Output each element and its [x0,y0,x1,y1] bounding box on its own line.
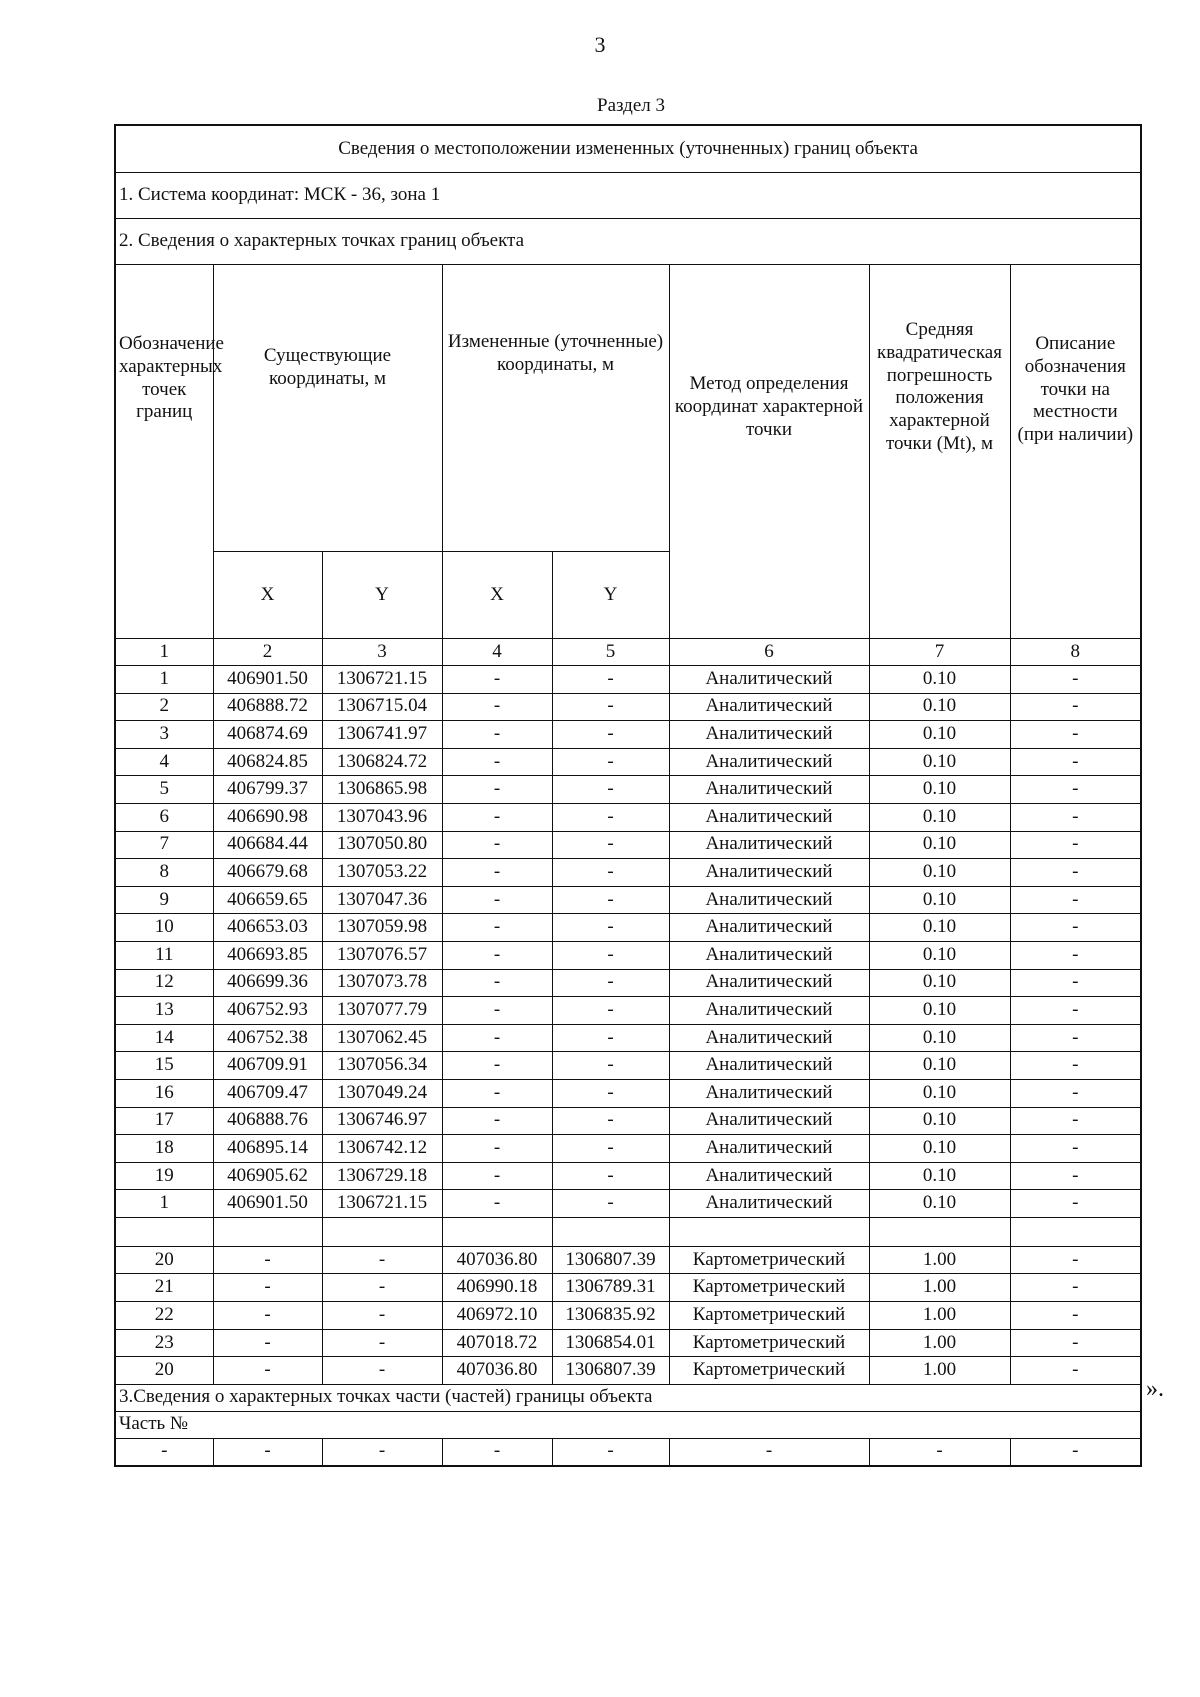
part-cell: - [1010,1438,1141,1466]
point-id-cell: 7 [115,831,213,859]
point-id-cell: 20 [115,1357,213,1385]
changed-x-cell: - [442,693,552,721]
table-row [115,969,1141,997]
boundary-points-table [114,124,1142,1467]
part-number-label: Часть № [115,1411,1141,1438]
column-number: 8 [1010,639,1141,666]
existing-x-cell: 406824.85 [213,748,322,776]
point-id-cell: 8 [115,859,213,887]
error-cell: 0.10 [869,776,1010,804]
existing-y-cell: 1307073.78 [322,969,442,997]
changed-y-cell: - [552,1162,669,1190]
table-row [115,1246,1141,1274]
method-cell: Аналитический [669,666,869,694]
existing-x-cell: 406690.98 [213,803,322,831]
error-cell: 0.10 [869,1107,1010,1135]
existing-y-cell: 1307059.98 [322,914,442,942]
description-cell: - [1010,1052,1141,1080]
table-row [115,1357,1141,1385]
description-cell: - [1010,914,1141,942]
description-cell: - [1010,969,1141,997]
empty-cell [552,1217,669,1246]
existing-x-cell: 406895.14 [213,1135,322,1163]
table-row [115,1329,1141,1357]
table-row [115,1107,1141,1135]
existing-x-cell: 406752.93 [213,997,322,1025]
part-row [115,1438,1141,1466]
error-cell: 0.10 [869,914,1010,942]
changed-x-cell: - [442,748,552,776]
changed-x-cell: - [442,1079,552,1107]
error-cell: 0.10 [869,831,1010,859]
method-cell: Аналитический [669,1024,869,1052]
point-id-cell: 22 [115,1302,213,1330]
existing-y-cell: 1307056.34 [322,1052,442,1080]
table-row [115,693,1141,721]
table-row [115,859,1141,887]
point-id-cell: 16 [115,1079,213,1107]
error-cell: 0.10 [869,721,1010,749]
existing-x-cell: 406888.76 [213,1107,322,1135]
error-cell: 0.10 [869,859,1010,887]
changed-x-cell: - [442,666,552,694]
description-cell: - [1010,1302,1141,1330]
empty-cell [322,1217,442,1246]
table-row [115,914,1141,942]
method-cell: Картометрический [669,1302,869,1330]
changed-x-cell: - [442,1024,552,1052]
point-id-cell: 10 [115,914,213,942]
point-id-cell: 2 [115,693,213,721]
error-cell: 0.10 [869,997,1010,1025]
existing-y-cell: - [322,1329,442,1357]
existing-y-cell: - [322,1274,442,1302]
point-id-cell: 4 [115,748,213,776]
existing-x-cell: 406901.50 [213,666,322,694]
point-id-cell: 13 [115,997,213,1025]
changed-y-cell: - [552,693,669,721]
empty-cell [213,1217,322,1246]
empty-cell [1010,1217,1141,1246]
closing-mark: ». [1146,1376,1164,1402]
point-id-cell: 11 [115,941,213,969]
existing-y-cell: 1306741.97 [322,721,442,749]
point-id-cell: 17 [115,1107,213,1135]
method-cell: Аналитический [669,803,869,831]
part-cell: - [442,1438,552,1466]
description-cell: - [1010,831,1141,859]
description-cell: - [1010,886,1141,914]
description-cell: - [1010,1162,1141,1190]
changed-x-cell: - [442,859,552,887]
point-id-cell: 15 [115,1052,213,1080]
changed-y-cell: 1306807.39 [552,1357,669,1385]
changed-x-cell: - [442,776,552,804]
error-cell: 0.10 [869,941,1010,969]
table-row [115,1302,1141,1330]
point-id-cell: 6 [115,803,213,831]
changed-x-cell: - [442,941,552,969]
error-cell: 0.10 [869,693,1010,721]
description-cell: - [1010,1024,1141,1052]
part-cell: - [669,1438,869,1466]
description-cell: - [1010,1190,1141,1218]
part-cell: - [213,1438,322,1466]
separator-row [115,1217,1141,1246]
existing-y-cell: 1307043.96 [322,803,442,831]
description-cell: - [1010,803,1141,831]
header-changed-coords: Измененные (уточненные) координаты, м [442,265,669,552]
method-cell: Аналитический [669,1107,869,1135]
existing-y-cell: - [322,1357,442,1385]
existing-y-cell: 1307077.79 [322,997,442,1025]
point-id-cell: 14 [115,1024,213,1052]
existing-x-cell: - [213,1246,322,1274]
method-cell: Картометрический [669,1246,869,1274]
changed-y-cell: 1306835.92 [552,1302,669,1330]
header-description: Описание обозначения точки на местности (при наличии) [1010,265,1141,639]
method-cell: Аналитический [669,748,869,776]
existing-x-cell: 406905.62 [213,1162,322,1190]
error-cell: 1.00 [869,1329,1010,1357]
existing-x-cell: 406752.38 [213,1024,322,1052]
error-cell: 0.10 [869,666,1010,694]
changed-x-cell: - [442,803,552,831]
existing-y-cell: 1306715.04 [322,693,442,721]
changed-y-cell: - [552,776,669,804]
existing-y-cell: - [322,1246,442,1274]
table-row [115,1024,1141,1052]
description-cell: - [1010,1329,1141,1357]
point-id-cell: 5 [115,776,213,804]
existing-y-cell: 1307047.36 [322,886,442,914]
method-cell: Картометрический [669,1329,869,1357]
changed-x-cell: - [442,1052,552,1080]
part-cell: - [115,1438,213,1466]
changed-y-cell: - [552,721,669,749]
coordinate-system: 1. Система координат: МСК - 36, зона 1 [115,173,1141,219]
point-id-cell: 23 [115,1329,213,1357]
error-cell: 0.10 [869,1079,1010,1107]
table-row [115,721,1141,749]
header-method: Метод определения координат характерной точки [669,265,869,639]
changed-x-cell: - [442,1107,552,1135]
existing-x-cell: 406679.68 [213,859,322,887]
point-id-cell: 12 [115,969,213,997]
changed-x-cell: - [442,721,552,749]
changed-x-cell: - [442,886,552,914]
changed-y-cell: - [552,1135,669,1163]
description-cell: - [1010,721,1141,749]
error-cell: 1.00 [869,1274,1010,1302]
method-cell: Аналитический [669,997,869,1025]
point-id-cell: 18 [115,1135,213,1163]
header-existing-x: X [213,552,322,639]
description-cell: - [1010,1107,1141,1135]
changed-y-cell: - [552,969,669,997]
changed-x-cell: - [442,997,552,1025]
existing-y-cell: 1307062.45 [322,1024,442,1052]
error-cell: 0.10 [869,969,1010,997]
changed-y-cell: - [552,1190,669,1218]
empty-cell [442,1217,552,1246]
point-id-cell: 21 [115,1274,213,1302]
column-number: 6 [669,639,869,666]
error-cell: 0.10 [869,748,1010,776]
changed-y-cell: - [552,831,669,859]
existing-x-cell: 406659.65 [213,886,322,914]
changed-x-cell: - [442,1162,552,1190]
existing-x-cell: 406684.44 [213,831,322,859]
part-cell: - [869,1438,1010,1466]
section-label: Раздел 3 [597,95,665,116]
method-cell: Аналитический [669,776,869,804]
description-cell: - [1010,941,1141,969]
error-cell: 0.10 [869,1190,1010,1218]
method-cell: Аналитический [669,969,869,997]
changed-y-cell: - [552,666,669,694]
header-existing-y: Y [322,552,442,639]
changed-y-cell: 1306789.31 [552,1274,669,1302]
header-point-designation: Обозначение характерных точек границ [115,265,213,639]
description-cell: - [1010,748,1141,776]
existing-y-cell: - [322,1302,442,1330]
column-number: 4 [442,639,552,666]
method-cell: Аналитический [669,1190,869,1218]
existing-y-cell: 1306729.18 [322,1162,442,1190]
method-cell: Аналитический [669,1079,869,1107]
existing-x-cell: 406693.85 [213,941,322,969]
method-cell: Аналитический [669,693,869,721]
table-row [115,1079,1141,1107]
description-cell: - [1010,859,1141,887]
changed-x-cell: 407036.80 [442,1246,552,1274]
existing-y-cell: 1306865.98 [322,776,442,804]
changed-x-cell: 406990.18 [442,1274,552,1302]
column-number: 7 [869,639,1010,666]
existing-x-cell: 406653.03 [213,914,322,942]
description-cell: - [1010,1079,1141,1107]
changed-y-cell: - [552,1107,669,1135]
column-number: 2 [213,639,322,666]
page-number: 3 [594,32,606,57]
description-cell: - [1010,1246,1141,1274]
empty-cell [869,1217,1010,1246]
point-id-cell: 1 [115,666,213,694]
method-cell: Аналитический [669,721,869,749]
part-cell: - [552,1438,669,1466]
header-changed-y: Y [552,552,669,639]
changed-y-cell: 1306854.01 [552,1329,669,1357]
column-number: 3 [322,639,442,666]
existing-y-cell: 1307049.24 [322,1079,442,1107]
table-row [115,748,1141,776]
table-row [115,941,1141,969]
changed-y-cell: - [552,1024,669,1052]
existing-y-cell: 1307076.57 [322,941,442,969]
method-cell: Аналитический [669,1135,869,1163]
changed-y-cell: - [552,1079,669,1107]
changed-y-cell: - [552,803,669,831]
description-cell: - [1010,997,1141,1025]
column-number: 5 [552,639,669,666]
description-cell: - [1010,666,1141,694]
changed-x-cell: - [442,969,552,997]
changed-y-cell: - [552,886,669,914]
method-cell: Аналитический [669,1052,869,1080]
error-cell: 0.10 [869,886,1010,914]
error-cell: 0.10 [869,1135,1010,1163]
error-cell: 0.10 [869,1024,1010,1052]
changed-y-cell: - [552,914,669,942]
method-cell: Аналитический [669,941,869,969]
column-number: 1 [115,639,213,666]
description-cell: - [1010,693,1141,721]
existing-x-cell: 406888.72 [213,693,322,721]
table-row [115,1135,1141,1163]
existing-x-cell: - [213,1274,322,1302]
existing-x-cell: 406874.69 [213,721,322,749]
parts-heading: 3.Сведения о характерных точках части (частей) границы объекта [115,1384,1141,1411]
changed-x-cell: - [442,1190,552,1218]
existing-x-cell: - [213,1302,322,1330]
existing-y-cell: 1307053.22 [322,859,442,887]
existing-x-cell: 406709.91 [213,1052,322,1080]
changed-y-cell: 1306807.39 [552,1246,669,1274]
table-row [115,1052,1141,1080]
method-cell: Аналитический [669,1162,869,1190]
table-row [115,1190,1141,1218]
method-cell: Картометрический [669,1274,869,1302]
point-id-cell: 20 [115,1246,213,1274]
existing-x-cell: 406799.37 [213,776,322,804]
table-title: Сведения о местоположении измененных (уточненных) границ объекта [115,125,1141,173]
existing-x-cell: 406699.36 [213,969,322,997]
existing-y-cell: 1306742.12 [322,1135,442,1163]
changed-y-cell: - [552,997,669,1025]
table-row [115,1162,1141,1190]
existing-x-cell: 406709.47 [213,1079,322,1107]
part-cell: - [322,1438,442,1466]
changed-y-cell: - [552,748,669,776]
error-cell: 0.10 [869,1162,1010,1190]
changed-y-cell: - [552,859,669,887]
changed-x-cell: - [442,831,552,859]
empty-cell [115,1217,213,1246]
point-id-cell: 3 [115,721,213,749]
changed-y-cell: - [552,941,669,969]
existing-y-cell: 1306746.97 [322,1107,442,1135]
description-cell: - [1010,1135,1141,1163]
error-cell: 0.10 [869,1052,1010,1080]
changed-x-cell: 406972.10 [442,1302,552,1330]
error-cell: 1.00 [869,1302,1010,1330]
point-id-cell: 1 [115,1190,213,1218]
table-row [115,831,1141,859]
existing-y-cell: 1307050.80 [322,831,442,859]
table-row [115,1274,1141,1302]
error-cell: 0.10 [869,803,1010,831]
header-error: Средняя квадратическая погрешность положения характерной точки (Mt), м [869,265,1010,639]
changed-x-cell: 407018.72 [442,1329,552,1357]
error-cell: 1.00 [869,1246,1010,1274]
header-changed-x: X [442,552,552,639]
changed-x-cell: - [442,1135,552,1163]
method-cell: Аналитический [669,914,869,942]
existing-y-cell: 1306721.15 [322,1190,442,1218]
header-existing-coords: Существующие координаты, м [213,265,442,552]
existing-x-cell: - [213,1329,322,1357]
method-cell: Аналитический [669,886,869,914]
existing-y-cell: 1306721.15 [322,666,442,694]
changed-x-cell: 407036.80 [442,1357,552,1385]
table-row [115,803,1141,831]
table-row [115,776,1141,804]
changed-y-cell: - [552,1052,669,1080]
description-cell: - [1010,1274,1141,1302]
point-id-cell: 19 [115,1162,213,1190]
method-cell: Аналитический [669,831,869,859]
table-row [115,666,1141,694]
empty-cell [669,1217,869,1246]
existing-x-cell: - [213,1357,322,1385]
method-cell: Аналитический [669,859,869,887]
table-row [115,997,1141,1025]
existing-x-cell: 406901.50 [213,1190,322,1218]
table-row [115,886,1141,914]
description-cell: - [1010,1357,1141,1385]
method-cell: Картометрический [669,1357,869,1385]
changed-x-cell: - [442,914,552,942]
existing-y-cell: 1306824.72 [322,748,442,776]
points-heading: 2. Сведения о характерных точках границ объекта [115,219,1141,265]
point-id-cell: 9 [115,886,213,914]
error-cell: 1.00 [869,1357,1010,1385]
description-cell: - [1010,776,1141,804]
